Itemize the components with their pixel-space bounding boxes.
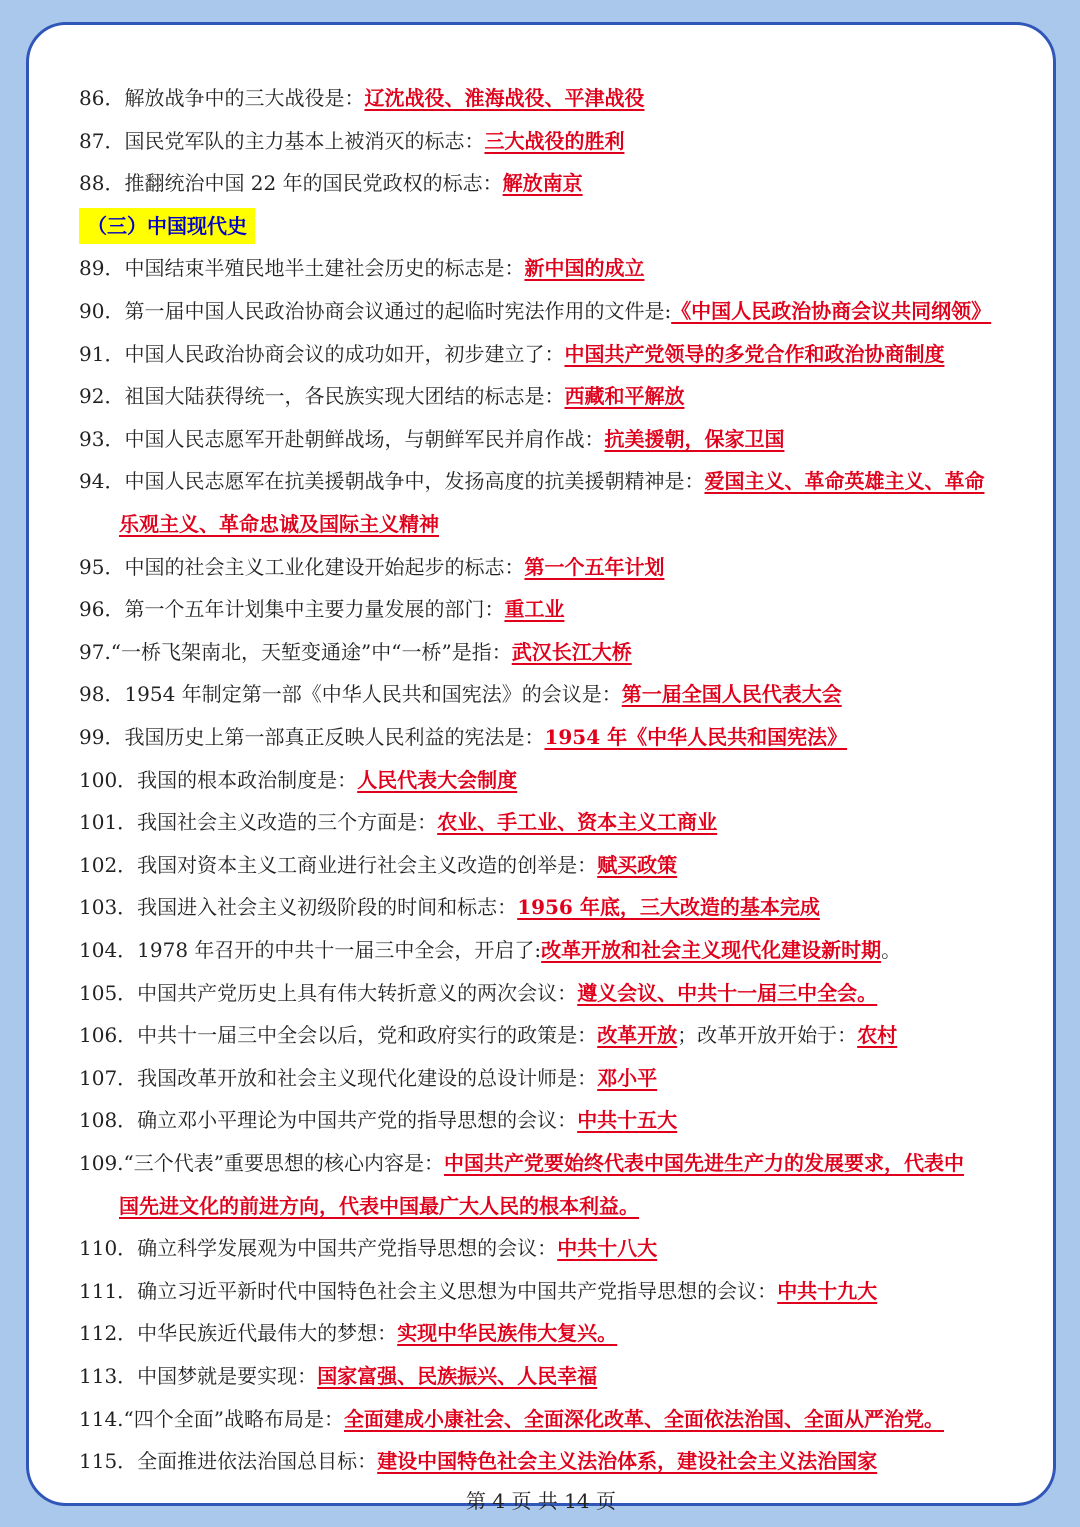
answer-text: 赋买政策 (597, 852, 678, 877)
question-text: 110．确立科学发展观为中国共产党指导思想的会议： (79, 1236, 558, 1261)
question-item (79, 759, 1013, 801)
answer-text: 1956 年底，三大改造的基本完成 (517, 895, 820, 920)
question-text: 92．祖国大陆获得统一，各民族实现大团结的标志是： (79, 384, 565, 409)
section-heading (79, 205, 1013, 247)
answer-text: 《中国人民政治协商会议共同纲领》 (671, 299, 992, 323)
page-card (26, 22, 1056, 1513)
answer-text: 建设中国特色社会主义法治体系，建设社会主义法治国家 (377, 1449, 878, 1474)
answer-text: 中国共产党要始终代表中国先进生产力的发展要求，代表中 (443, 1151, 964, 1175)
question-text: 87．国民党军队的主力基本上被消灭的标志： (79, 128, 485, 153)
answer-text: 中共十五大 (577, 1108, 678, 1133)
question-item (79, 375, 1013, 417)
question-text: 86．解放战争中的三大战役是： (79, 86, 365, 110)
question-text: 93．中国人民志愿军开赴朝鲜战场，与朝鲜军民并肩作战： (79, 426, 605, 451)
question-text: 107．我国改革开放和社会主义现代化建设的总设计师是： (79, 1065, 598, 1090)
question-text: 109.“三个代表”重要思想的核心内容是： (79, 1151, 444, 1175)
question-text: 108．确立邓小平理论为中国共产党的指导思想的会议： (79, 1108, 578, 1133)
question-item (79, 460, 1013, 502)
question-text: 97.“一桥飞架南北，天堑变通途”中“一桥”是指： (79, 639, 512, 664)
question-text: 101．我国社会主义改造的三个方面是： (79, 810, 438, 835)
question-item (79, 801, 1013, 843)
question-text: 91．中国人民政治协商会议的成功如开，初步建立了： (79, 341, 565, 366)
question-item (79, 1057, 1013, 1099)
answer-text: 中共十九大 (777, 1278, 878, 1303)
answer-text: 三大战役的胜利 (484, 128, 625, 153)
question-item (79, 588, 1013, 630)
answer-text: 第一届全国人民代表大会 (621, 682, 842, 707)
question-item (79, 844, 1013, 886)
item-continuation (119, 503, 1013, 545)
answer-text: 改革开放和社会主义现代化建设新时期 (541, 938, 882, 962)
answer-text: 抗美援朝，保家卫国 (604, 426, 785, 451)
answer-text: 乐观主义、革命忠诚及国际主义精神 (119, 512, 439, 536)
answer-text: 爱国主义、革命英雄主义、革命 (704, 469, 985, 494)
question-item (79, 1142, 1013, 1184)
question-text: 105．中国共产党历史上具有伟大转折意义的两次会议： (79, 980, 578, 1005)
answer-text: 重工业 (504, 597, 565, 622)
trailing-text: ；改革开放开始于： (677, 1023, 858, 1048)
answer-text: 遵义会议、中共十一届三中全会。 (577, 980, 878, 1005)
question-item (79, 1014, 1013, 1056)
answer-text: 辽沈战役、淮海战役、平津战役 (364, 86, 645, 110)
question-item (79, 1270, 1013, 1312)
question-item (79, 418, 1013, 460)
question-item (79, 1398, 1013, 1440)
question-text: 98．1954 年制定第一部《中华人民共和国宪法》的会议是： (79, 682, 622, 707)
question-text: 103．我国进入社会主义初级阶段的时间和标志： (79, 895, 518, 920)
question-item (79, 546, 1013, 588)
question-item (79, 1440, 1013, 1482)
answer-text: 新中国的成立 (524, 256, 645, 281)
answer-text: 人民代表大会制度 (357, 767, 518, 792)
question-item (79, 162, 1013, 204)
page-footer: 第 4 页 共 14 页 (466, 1489, 616, 1513)
answer-text: 1954 年《中华人民共和国宪法》 (544, 725, 848, 749)
answer-text: 国家富强、民族振兴、人民幸福 (317, 1364, 598, 1388)
trailing-text: 。 (881, 938, 902, 962)
answer-text: 中国共产党领导的多党合作和政治协商制度 (564, 341, 945, 366)
question-text: 89．中国结束半殖民地半土建社会历史的标志是： (79, 256, 525, 281)
answer-text: 邓小平 (597, 1065, 658, 1090)
question-item (79, 716, 1013, 758)
question-text: 112．中华民族近代最伟大的梦想： (79, 1321, 398, 1346)
question-item (79, 247, 1013, 289)
item-continuation (119, 1185, 1013, 1227)
question-text: 95．中国的社会主义工业化建设开始起步的标志： (79, 554, 525, 579)
answer-text: 武汉长江大桥 (511, 639, 632, 664)
answer-text: 中共十八大 (557, 1236, 658, 1261)
question-item (79, 290, 1013, 332)
question-text: 104．1978 年召开的中共十一届三中全会，开启了: (79, 938, 542, 962)
question-text: 100．我国的根本政治制度是： (79, 767, 358, 792)
question-text: 106．中共十一届三中全会以后，党和政府实行的政策是： (79, 1023, 598, 1048)
question-item (79, 120, 1013, 162)
answer-text: 解放南京 (502, 171, 583, 196)
question-text: 114.“四个全面”战略布局是： (79, 1406, 344, 1431)
question-text: 102．我国对资本主义工商业进行社会主义改造的创举是： (79, 852, 598, 877)
answer-text: 全面建成小康社会、全面深化改革、全面依法治国、全面从严治党。 (343, 1406, 944, 1431)
answer-text: 农村 (857, 1023, 898, 1048)
answer-text: 国先进文化的前进方向，代表中国最广大人民的根本利益。 (119, 1193, 639, 1218)
question-text: 111．确立习近平新时代中国特色社会主义思想为中国共产党指导思想的会议： (79, 1278, 778, 1303)
question-text: 90．第一届中国人民政治协商会议通过的起临时宪法作用的文件是: (79, 299, 672, 323)
question-text: 113．中国梦就是要实现： (79, 1364, 318, 1388)
answer-text: 农业、手工业、资本主义工商业 (437, 810, 718, 835)
question-item (79, 929, 1013, 971)
question-item (79, 1227, 1013, 1269)
question-text: 96．第一个五年计划集中主要力量发展的部门： (79, 597, 505, 622)
answer-text: 西藏和平解放 (564, 384, 685, 409)
answer-text: 第一个五年计划 (524, 554, 665, 579)
question-text: 94．中国人民志愿军在抗美援朝战争中，发扬高度的抗美援朝精神是： (79, 469, 705, 494)
question-item (79, 77, 1013, 119)
question-item (79, 1312, 1013, 1354)
question-item (79, 673, 1013, 715)
answer-text: 实现中华民族伟大复兴。 (397, 1321, 618, 1346)
answer-text: 改革开放 (597, 1023, 678, 1048)
question-item (79, 631, 1013, 673)
question-item (79, 1099, 1013, 1141)
question-text: 99．我国历史上第一部真正反映人民利益的宪法是： (79, 725, 545, 749)
question-text: 115．全面推进依法治国总目标： (79, 1449, 378, 1474)
question-text: 88．推翻统治中国 22 年的国民党政权的标志： (79, 171, 503, 196)
question-item (79, 333, 1013, 375)
question-item (79, 972, 1013, 1014)
question-item (79, 886, 1013, 928)
question-item (79, 1355, 1013, 1397)
section-heading-label: （三）中国现代史 (79, 208, 255, 244)
